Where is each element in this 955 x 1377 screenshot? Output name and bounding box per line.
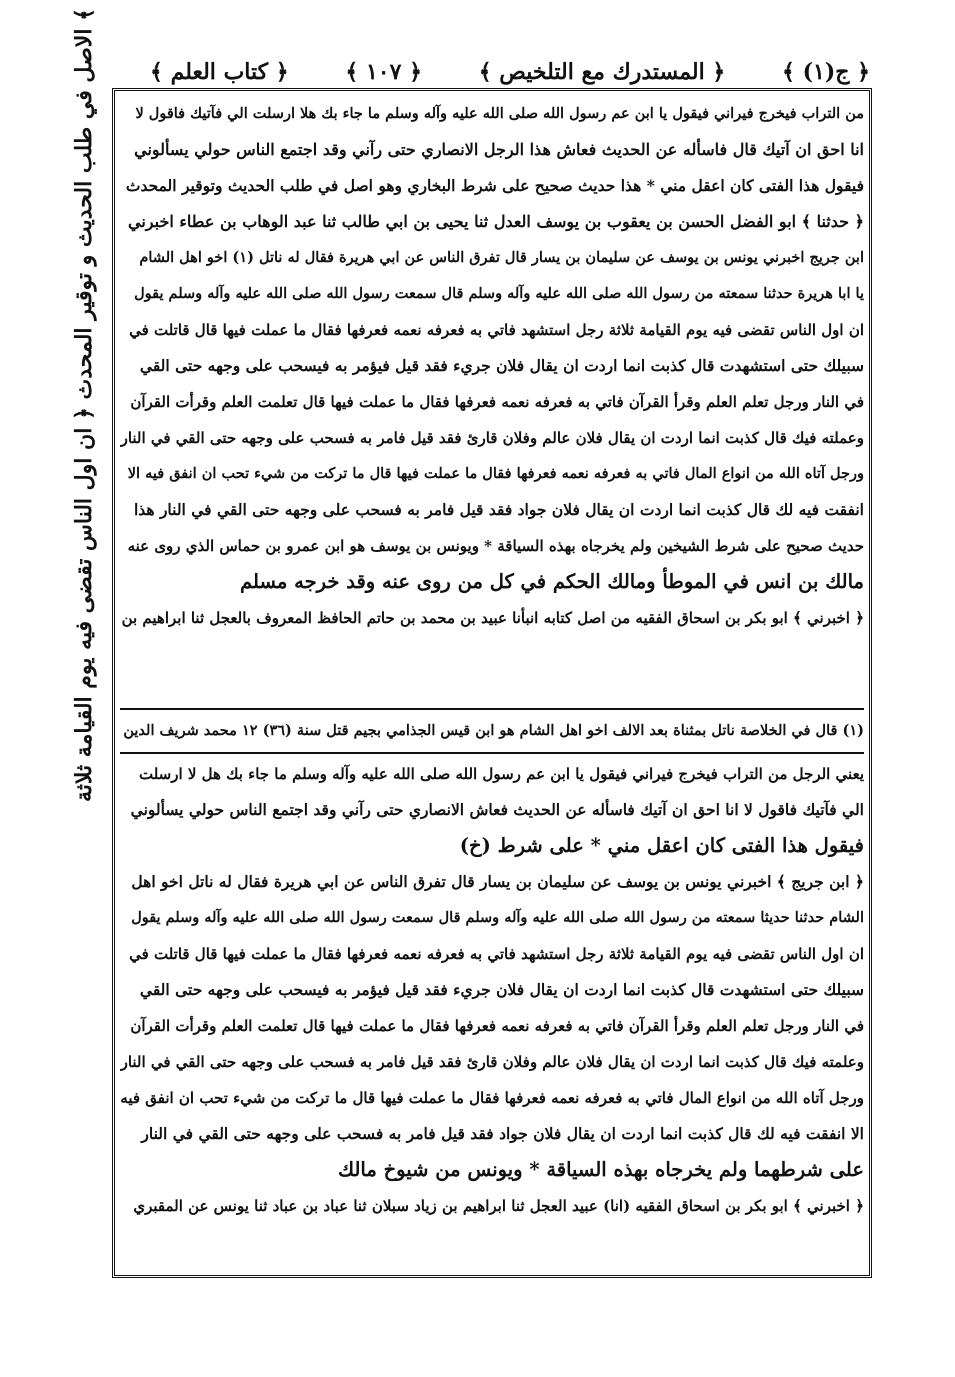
margin-note-text: الاصل في طلب الحديث و توقير المحدث ﴿ ان اول الناس تقضى فيه يوم القيامة ثلاثة ﴾ (71, 7, 97, 803)
book-title: ﴿ المستدرك مع التلخيص ﴾ (478, 59, 726, 85)
text-line: ورجل آتاه الله من انواع المال فاتي به فعرفه نعمه فعرفها فقال ما عملت فيها قال ما تركت من شيء تحب ان انفق فيه الا (127, 465, 864, 482)
margin-note (62, 7, 106, 803)
text-line: الا انفقت فيه لك قال كذبت انما اردت ان يقال فلان جواد فقد قيل فامر به فسحب على وجهه حتى القي في النار (141, 1124, 864, 1143)
text-line: يعني الرجل من التراب فيخرج فيراني فيقول يا ابن عم رسول الله صلى الله عليه وآله وسلم ما جاء بك هل لا ارسلت (138, 765, 864, 783)
part-number: ﴿ ج(١) ﴾ (782, 59, 870, 85)
text-line: ورجل آتاه الله من انواع المال فاتي به فعرفه نعمه فعرفها فقال ما عملت فيها قال ما تركت من شيء تحب ان انفق فيه (120, 1089, 864, 1107)
text-line: ﴿ حدثنا ﴾ ابو الفضل الحسن بن يعقوب بن يوسف العدل ثنا يحيى بن ابي طالب ثنا عبد الوهاب بن عطاء اخبرني (128, 212, 864, 231)
section-title: ﴿ كتاب العلم ﴾ (150, 59, 289, 85)
text-line: من التراب فيخرج فيراني فيقول يا ابن عم رسول الله صلى الله عليه وآله وسلم ما جاء بك هلا ارسلت الي فآتيك فاقول لا (135, 105, 864, 122)
text-line: وعلمته فيك قال كذبت انما اردت ان يقال فلان عالم وفلان قارئ فقد قيل فامر به فسحب على وجهه حتى القي في النار (120, 1053, 864, 1071)
text-line: يا ابا هريرة حدثنا سمعته من رسول الله صلى الله عليه وآله وسلم قال سمعت رسول الله صلى الله عليه وآله وسلم يقول (134, 285, 864, 302)
text-line: ﴿ ابن جريج ﴾ اخبرني يونس بن يوسف عن سليمان بن يسار قال تفرق الناس عن ابي هريرة فقال له ناتل اخو اهل (131, 872, 864, 891)
text-line: انفقت فيه لك قال كذبت انما اردت ان يقال فلان جواد فقد قيل فامر به فسحب على وجهه حتى القي في النار هذا (133, 500, 864, 519)
main-text (120, 96, 864, 636)
text-line: في النار ورجل تعلم العلم وقرأ القرآن فاتي به فعرفه نعمه فعرفها فقال ما عملت فيها قال تعلمت العلم وقرأت القرآن (130, 1017, 864, 1035)
text-line: سبيلك حتى استشهدت قال كذبت انما اردت ان يقال فلان جريء فقد قيل فيؤمر به فيسحب على وجهه حتى القي (139, 980, 864, 999)
text-line: ﴿ اخبرني ﴾ ابو بكر بن اسحاق الفقيه (انا) عبيد العجل ثنا ابراهيم بن زياد سبلان ثنا عباد بن عباد ثنا يونس عن المقبري (133, 1197, 864, 1215)
text-line: في النار ورجل تعلم العلم وقرأ القرآن فاتي به فعرفه نعمه فعرفها فقال ما عملت فيها قال تعلمت العلم وقرأت القرآن (130, 393, 864, 411)
text-line: ﴿ اخبرني ﴾ ابو بكر بن اسحاق الفقيه من اصل كتابه انبأنا عبيد بن محمد بن حاتم الحافظ المعروف بالعجل ثنا ابراهيم بن (121, 609, 864, 627)
summary-text (120, 756, 864, 1224)
footnote-text: (١) قال في الخلاصة ناتل بمثناة بعد الالف اخو اهل الشام هو ابن قيس الجذامي بجيم قتل سنة (٣٦) ١٢ محمد شريف الدين (123, 722, 864, 739)
text-line: الي فآتيك فاقول لا انا احق ان آتيك فاسأله عن الحديث فعاش الانصاري حتى رآني وقد اجتمع الناس حولي يسألوني (130, 800, 864, 819)
footnote (120, 712, 864, 754)
text-line: الشام حدثنا حديثا سمعته من رسول الله صلى الله عليه وآله وسلم قال سمعت رسول الله صلى الله عليه وآله وسلم يقول (131, 909, 864, 926)
text-line: وعملته فيك قال كذبت انما اردت ان يقال فلان عالم وفلان قارئ فقد قيل فامر به فسحب على وجهه حتى القي في النار (120, 429, 864, 447)
text-line: فيقول هذا الفتى كان اعقل مني * على شرط (خ) (459, 834, 864, 857)
text-line: ان اول الناس تقضى فيه يوم القيامة ثلاثة رجل استشهد فاتي به فعرفه نعمه فعرفها فقال ما عملت فيها قال قاتلت في (129, 321, 864, 339)
text-line: انا احق ان آتيك قال فاسأله عن الحديث فعاش هذا الرجل الانصاري حتى رآني وقد اجتمع الناس حولي يسألوني (134, 140, 864, 159)
text-line: فيقول هذا الفتى كان اعقل مني * هذا حديث صحيح على شرط البخاري وهو اصل في طلب الحديث وتوقير المحدث (125, 176, 864, 195)
footnote-divider (120, 708, 864, 710)
text-line: مالك بن انس في الموطأ ومالك الحكم في كل من روى عنه وقد خرجه مسلم (240, 570, 864, 593)
text-line: على شرطهما ولم يخرجاه بهذه السياقة * ويونس من شيوخ مالك (338, 1158, 864, 1181)
text-line: ان اول الناس تقضى فيه يوم القيامة ثلاثة رجل استشهد فاتي به فعرفه نعمه فعرفها فقال ما عملت فيها قال قاتلت في (129, 945, 864, 963)
text-line: حديث صحيح على شرط الشيخين ولم يخرجاه بهذه السياقة * ويونس بن يوسف هو ابن عمرو بن حماس الذي روى عنه (127, 537, 864, 555)
page-number: ﴿ ١٠٧ ﴾ (345, 59, 422, 85)
page-header (150, 52, 870, 92)
text-line: سبيلك حتى استشهدت قال كذبت انما اردت ان يقال فلان جريء فقد قيل فيؤمر به فيسحب على وجهه حتى القي (139, 356, 864, 375)
text-line: ابن جريج اخبرني يونس بن يوسف عن سليمان بن يسار قال تفرق الناس عن ابي هريرة فقال له ناتل (١) اخو اهل الشام (139, 249, 864, 266)
